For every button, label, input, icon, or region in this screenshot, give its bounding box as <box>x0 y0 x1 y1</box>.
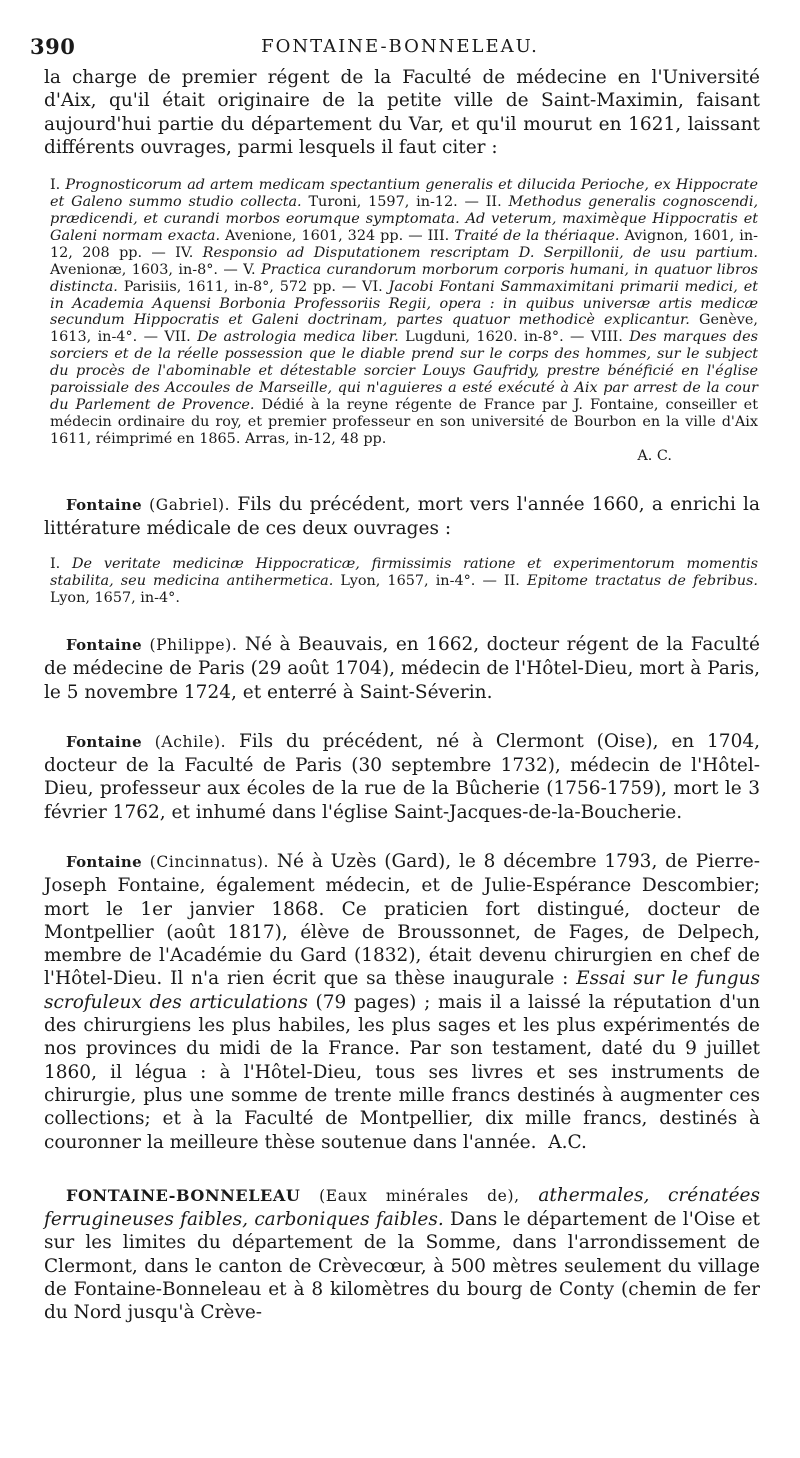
entry-name: Fontaine <box>66 852 142 871</box>
entry-name: Fontaine <box>66 732 142 751</box>
work-title: De veritate medicinæ Hippocraticæ, firmissimis ratione et experimentorum momentis stabilita, seu medicina antihermetica. <box>50 556 758 590</box>
work-title: Epitome tractatus de febribus. <box>526 573 758 590</box>
work-title: Responsio ad Disputationem rescriptam D. Serpillonii, de usu partium. <box>202 244 758 261</box>
note-text: Avenionæ, 1603, in-8°. — V. <box>50 261 262 278</box>
work-title: Jacobi Fontani Sammaximitani primarii medici, et in Academia Aquensi Borbonia Professoriis Regii, opera : in quibus universæ artis medicæ secundum Hippocratis et Galeni doctrinam, partes quatuor methodicè explicantur. <box>50 278 758 329</box>
entry-name: Fontaine <box>66 635 142 654</box>
thesis-title: Essai sur le fungus scrofuleux des articulations <box>44 968 760 1013</box>
entry-given-name: (Eaux minérales de), <box>319 1186 520 1205</box>
author-signature: A.C. <box>548 1131 587 1153</box>
note-text: Lyon, 1657, in-4°. — II. <box>333 573 527 590</box>
note-text: Genève, 1613, in-4°. — VII. <box>50 312 758 346</box>
entry-cincinnatus <box>44 850 760 1154</box>
entry-bonneleau <box>44 1184 760 1325</box>
work-title: Des marques des sorciers et de la réelle possession que le diable prend sur le corps des hommes, sur le subject du procès de l'abominable et détestable sorcier Louys Gaufridy, prestre bénéficié en l'église paroissiale des Accoules de Marseille, qui n'aguieres a esté exécuté à Aix par arrest de la cour du Parlement de Provence. <box>50 329 759 413</box>
page-number: 390 <box>30 34 76 59</box>
entry-achille <box>44 730 760 824</box>
note-text: Dédié à la reyne régente de France par J. Fontaine, conseiller et médecin ordinaire du roy, et premier professeur en son université de Bourbon en la ville d'Aix 1611, réimprimé en 1865. Arras, in-12, 48 pp. <box>50 396 758 447</box>
running-title: FONTAINE-BONNELEAU. <box>261 36 539 57</box>
entry-gabriel <box>44 493 760 541</box>
entry-given-name: (Philippe). <box>149 635 238 654</box>
entry-given-name: (Gabriel). <box>149 495 231 514</box>
water-qualities: athermales, crénatées ferrugineuses faibles, carboniques faibles. <box>44 1184 760 1231</box>
works-list-gabriel <box>50 556 758 607</box>
works-list-jean <box>50 177 758 448</box>
work-title: Prognosticorum ad artem medicam spectantium generalis et dilucida Perioche, ex Hippocrate et Galeno summo studio collecta. <box>50 177 758 211</box>
note-text: Avenione, 1601, 324 pp. — III. <box>220 227 455 244</box>
entry-text: (79 pages) ; mais il a laissé la réputation d'un des chirurgiens les plus habiles, les plus sages et les plus expérimentés de nos provinces du midi de la France. Par son testament, daté du 9 juillet 1860, il légua : à l'Hôtel-Dieu, tous ses livres et ses instruments de chirurgie, plus une somme de trente mille francs destinés à augmenter ces collections; et à la Faculté de Montpellier, dix mille francs, destinés à couronner la meilleure thèse soutenue dans l'année. <box>44 991 761 1153</box>
work-title: Practica curandorum morborum corporis humani, in quatuor libros distincta. <box>50 261 758 295</box>
entry-text: Fils du précédent, mort vers l'année 1660, a enrichi la littérature médicale de ces deux ouvrages : <box>44 493 760 539</box>
note-text: Turoni, 1597, in-12. — II. <box>301 194 509 211</box>
note-text: Parisiis, 1611, in-8°, 572 pp. — VI. <box>117 278 389 295</box>
work-title: Methodus generalis cognoscendi, prædicendi, et curandi morbos eorumque symptomata. Ad veterum, maximèque Hippocratis et Galeni normam exacta. <box>50 194 759 244</box>
page-header <box>30 34 770 60</box>
entry-text: Né à Uzès (Gard), le 8 décembre 1793, de Pierre-Joseph Fontaine, également médecin, et de Julie-Espérance Descombier; mort le 1er janvier 1868. Ce praticien fort distingué, docteur de Montpellier (août 1817), élève de Broussonnet, de Fages, de Delpech, membre de l'Académie du Gard (1832), était devenu chirurgien en chef de l'Hôtel-Dieu. Il n'a rien écrit que sa thèse inaugurale : <box>44 850 760 990</box>
page-content <box>44 66 760 1325</box>
entry-name: FONTAINE-BONNELEAU <box>66 1185 301 1205</box>
note-text: Lugduni, 1620. in-8°. — VIII. <box>398 329 630 346</box>
entry-text: Fils du précédent, né à Clermont (Oise), en 1704, docteur de la Faculté de Paris (30 septembre 1732), médecin de l'Hôtel-Dieu, professeur aux écoles de la rue de la Bûcherie (1756-1759), mort le 3 février 1762, et inhumé dans l'église Saint-Jacques-de-la-Boucherie. <box>44 730 760 823</box>
author-signature: A. C. <box>637 447 672 464</box>
note-text: Avignon, 1601, in-12, 208 pp. — IV. <box>50 227 759 261</box>
entry-given-name: (Achile). <box>154 732 227 751</box>
note-text: Lyon, 1657, in-4°. <box>50 590 180 606</box>
entry-text: Dans le département de l'Oise et sur les limites du département de la Somme, dans l'arrondissement de Clermont, dans le canton de Crèvecœur, à 500 mètres seulement du village de Fontaine-Bonneleau et à 8 kilomètres du bourg de Conty (chemin de fer du Nord jusqu'à Crève- <box>44 1209 760 1324</box>
entry-philippe <box>44 633 760 704</box>
entry-name: Fontaine <box>66 495 142 514</box>
intro-paragraph: la charge de premier régent de la Faculté de médecine en l'Université d'Aix, qu'il était originaire de la petite ville de Saint-Maximin, faisant aujourd'hui partie du département du Var, et qu'il mourut en 1621, laissant différents ouvrages, parmi lesquels il faut citer : <box>44 67 760 158</box>
entry-text: Né à Beauvais, en 1662, docteur régent de la Faculté de médecine de Paris (29 août 1704), médecin de l'Hôtel-Dieu, mort à Paris, le 5 novembre 1724, et enterré à Saint-Séverin. <box>44 633 760 703</box>
note-text: I. <box>50 556 73 573</box>
work-title: Traité de la thériaque. <box>454 227 620 244</box>
work-title: De astrologia medica liber. <box>197 329 399 346</box>
note-text: I. <box>50 177 66 194</box>
entry-given-name: (Cincinnatus). <box>149 852 270 871</box>
